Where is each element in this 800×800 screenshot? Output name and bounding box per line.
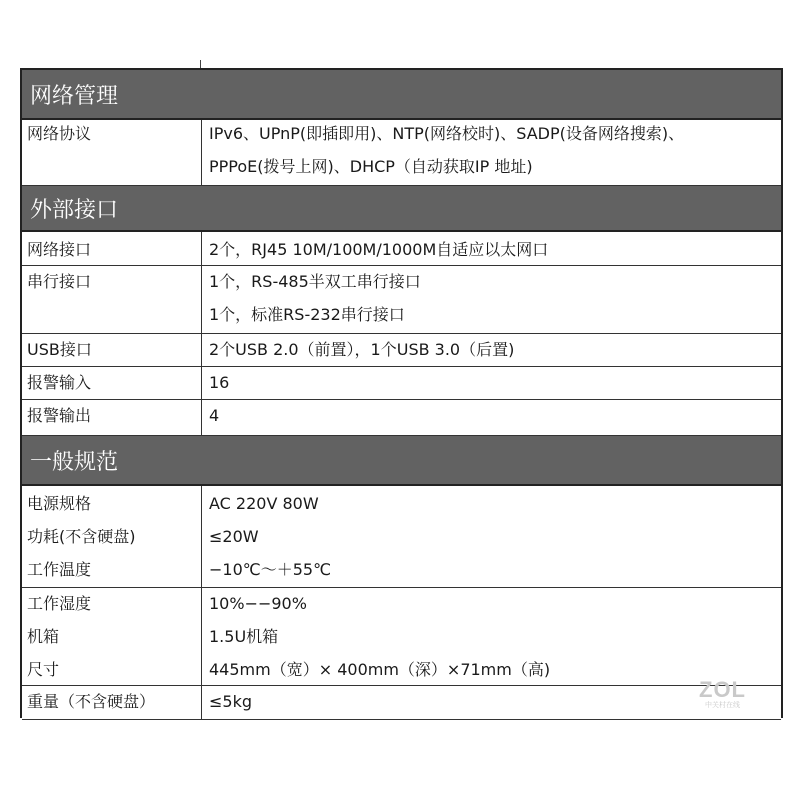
row-label: 网络协议 (27, 124, 92, 143)
row-value: −10℃～＋55℃ (209, 560, 332, 579)
section-header-network (22, 70, 781, 120)
spec-row-alarm-output (22, 400, 781, 436)
row-label: 工作温度 (27, 560, 92, 579)
spec-row-network-port (22, 232, 781, 266)
spec-row-serial-port (22, 266, 781, 334)
section-title: 外部接口 (30, 197, 119, 223)
row-value: AC 220V 80W (209, 494, 319, 513)
section-title: 网络管理 (30, 83, 119, 109)
row-value: 16 (209, 373, 230, 392)
row-value: 4 (209, 406, 220, 425)
section-header-general (22, 436, 781, 486)
zol-watermark (685, 677, 760, 710)
row-value: 1个，RS-485半双工串行接口 (209, 272, 421, 291)
row-label: 功耗(不含硬盘) (27, 527, 136, 546)
section-title: 一般规范 (30, 449, 119, 475)
spec-table (20, 68, 783, 718)
spec-block-power (22, 486, 781, 588)
row-value: 1.5U机箱 (209, 627, 279, 646)
row-value: 1个，标准RS-232串行接口 (209, 305, 405, 324)
row-label: 工作湿度 (27, 594, 92, 613)
row-label: USB接口 (27, 340, 92, 359)
row-label: 网络接口 (27, 240, 92, 259)
spec-block-physical (22, 588, 781, 686)
row-value: ≤20W (209, 527, 259, 546)
row-label: 尺寸 (27, 660, 60, 679)
watermark-logo: ZOL (699, 677, 746, 702)
spec-row-alarm-input (22, 367, 781, 400)
row-value: ≤5kg (209, 692, 253, 711)
row-value: 10%−−90% (209, 594, 307, 613)
row-value: IPv6、UPnP(即插即用)、NTP(网络校时)、SADP(设备网络搜索)、 (209, 124, 685, 143)
row-value: 2个USB 2.0（前置），1个USB 3.0（后置) (209, 340, 515, 359)
row-label: 报警输入 (27, 373, 92, 392)
row-label: 报警输出 (27, 406, 92, 425)
row-label: 串行接口 (27, 272, 92, 291)
spec-row-weight (22, 686, 781, 720)
top-divider-tick (200, 60, 201, 68)
row-label: 机箱 (27, 627, 60, 646)
spec-row-usb-port (22, 334, 781, 367)
section-header-interfaces (22, 186, 781, 232)
row-value: PPPoE(拨号上网)、DHCP（自动获取IP 地址) (209, 157, 533, 176)
row-value: 445mm（宽）× 400mm（深）×71mm（高) (209, 660, 551, 679)
spec-row-network-protocol (22, 120, 781, 186)
row-label: 电源规格 (27, 494, 92, 513)
row-value: 2个，RJ45 10M/100M/1000M自适应以太网口 (209, 240, 549, 259)
watermark-subtitle: 中关村在线 (705, 701, 740, 709)
row-label: 重量（不含硬盘） (27, 692, 156, 711)
